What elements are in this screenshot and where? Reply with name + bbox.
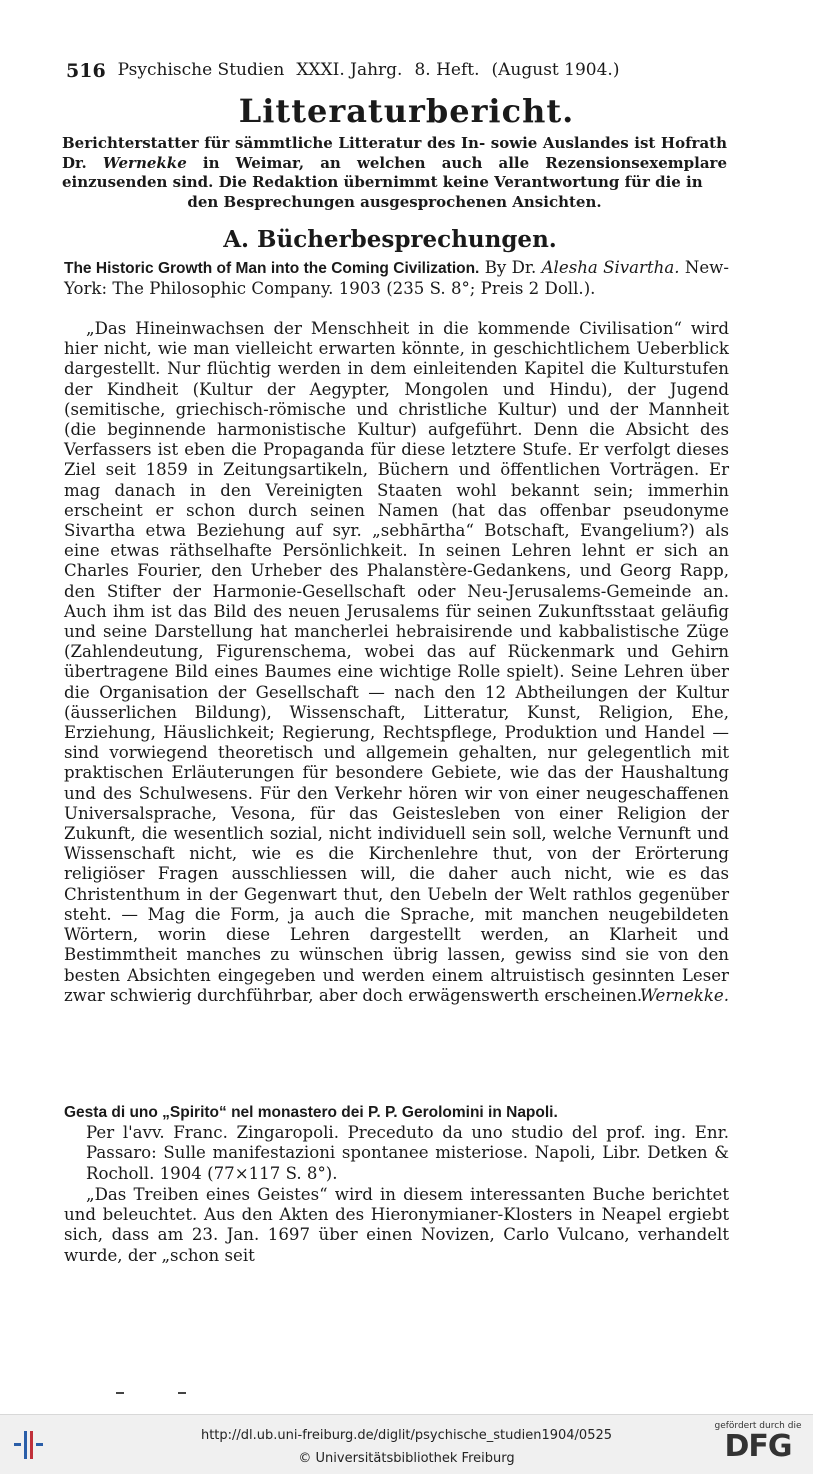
entry-1-author: Alesha Sivartha. [541,258,680,277]
page-mark [178,1392,186,1394]
notice-text-1: Berichterstatter für sämmtliche Litteratur des In- sowie Auslandes ist Hofrath Dr. [62,134,727,172]
volume: XXXI. Jahrg. [296,60,403,80]
entry-1-publication: New-York: The Philosophic Company. 1903 (235 S. 8°; Preis 2 Doll.). [64,258,729,299]
page-title: Litteraturbericht. [238,92,575,130]
entry-2-heading: Gesta di uno „Spirito“ nel monastero dei P. P. Gerolomini in Napoli. [64,1104,558,1121]
copyright: © Universitätsbibliothek Freiburg [298,1451,515,1466]
entry-1-heading: The Historic Growth of Man into the Coming Civilization. [64,260,480,277]
notice-name: Wernekke [102,153,187,172]
page-number: 516 [66,60,106,82]
page-mark [116,1392,124,1394]
entry-2-paragraph: „Das Treiben eines Geistes“ wird in diesem interessanten Buche berichtet und beleuchtet. Aus den Akten des Hieronymianer-Klosters in Neapel ergiebt sich, dass am 23. Jan. 1697 über einen Novizen, Carlo Vulcano, verhandelt wurde, der „schon seit [64,1185,729,1265]
viewer-footer [0,1414,813,1474]
dfg-wordmark: DFG [724,1429,792,1464]
entry-1-paragraph: „Das Hineinwachsen der Menschheit in die kommende Civilisation“ wird hier nicht, wie man vielleicht erwarten könnte, in geschichtlichem Ueberblick dargestellt. Nur flüchtig werden in dem einleitenden Kapitel die Kulturstufen der Kindheit (Kultur der Aegypter, Mongolen und Hindu), der Jugend (semitische, griechisch-römische und christliche Kultur) und der Mannheit (die beginnende harmonistische Kultur) aufgeführt. Denn die Absicht des Verfassers ist eben die Propaganda für diese letztere Stufe. Er verfolgt dieses Ziel seit 1859 in Zeitungsartikeln, Büchern und öffentlichen Vorträgen. Er mag danach in den Vereinigten Staaten wohl bekannt sein; immerhin erscheint er schon durch seinen Namen (hat das offenbar pseudonyme Sivartha etwa Beziehung auf syr. „sebhārtha“ Botschaft, Evangelium?) als eine etwas räthselhafte Persönlichkeit. In seinen Lehren lehnt er sich an Charles Fourier, den Urheber des Phalanstère-Gedankens, und Georg Rapp, den Stifter der Harmonie-Gesellschaft oder Neu-Jerusalems-Gemeinde an. Auch ihm ist das Bild des neuen Jerusalems für seinen Zukunftsstaat geläufig und seine Darstellung hat mancherlei hebraisirende und kabbalistische Züge (Zahlendeutung, Figurenschema, wobei das auf Rückenmark und Gehirn übertragene Bild eines Baumes eine wichtige Rolle spielt). Seine Lehren über die Organisation der Gesellschaft — nach den 12 Abtheilungen der Kultur (äusserlichen Bildung), Wissenschaft, Litteratur, Kunst, Religion, Ehe, Erziehung, Häuslichkeit; Regierung, Rechtspflege, Produktion und Handel — sind vorwiegend theoretisch und allgemein gehalten, nur gelegentlich mit praktischen Erläuterungen für besondere Gebiete, wie das der Haushaltung und des Schulwesens. Für den Verkehr hören wir von einer neugeschaffenen Universalsprache, Vesona, für das Geistesleben von einer Religion der Zukunft, die wesentlich sozial, nicht individuell sein soll, welche Vernunft und Wissenschaft nicht, wie es die Kirchenlehre thut, von der Erörterung religiöser Fragen ausschliessen will, die daher auch nicht, wie es das Christenthum in der Gegenwart thut, den Uebeln der Welt rathlos gegenüber steht. — Mag die Form, ja auch die Sprache, mit manchen neugebildeten Wörtern, worin diese Lehren dargestellt werden, an Klarheit und Bestimmtheit manches zu wünschen übrig lassen, gewiss sind sie von den besten Absichten eingegeben und werden einem altruistisch gesinnten Leser zwar schwierig durchführbar, aber doch erwägenswerth erscheinen. [64,319,729,1005]
journal-name: Psychische Studien [117,60,285,80]
issue-date: (August 1904.) [491,60,620,80]
notice-text-3: den Besprechungen ausgesprochenen Ansichten. [187,192,602,211]
entry-1-signature: Wernekke. [639,985,729,1005]
entry-1-body [64,319,729,1006]
entry-2-citation [64,1102,729,1184]
editorial-notice [62,134,727,212]
running-header [66,60,686,82]
entry-2-publication: Per l'avv. Franc. Zingaropoli. Preceduto da uno studio del prof. ing. Enr. Passaro: Sulle manifestazioni spontanee misteriose. Napoli, Libr. Detken & Rocholl. 1904 (77×117 S. 8°). [86,1123,729,1183]
permalink-url[interactable]: http://dl.ub.uni-freiburg.de/diglit/psychische_studien1904/0525 [200,1428,613,1443]
section-title: A. Bücherbesprechungen. [223,226,557,253]
entry-1-citation [64,258,729,299]
dfg-caption: gefördert durch die [714,1421,802,1431]
notice-text-2: in Weimar, an welchen auch alle Rezensionsexemplare einzusenden sind. Die Redaktion übernimmt keine Verantwortung für die in [62,153,728,191]
dfg-logo [713,1421,803,1463]
entry-2-body [64,1185,729,1266]
entry-1-by: By Dr. [479,258,542,277]
issue: 8. Heft. [414,60,480,80]
